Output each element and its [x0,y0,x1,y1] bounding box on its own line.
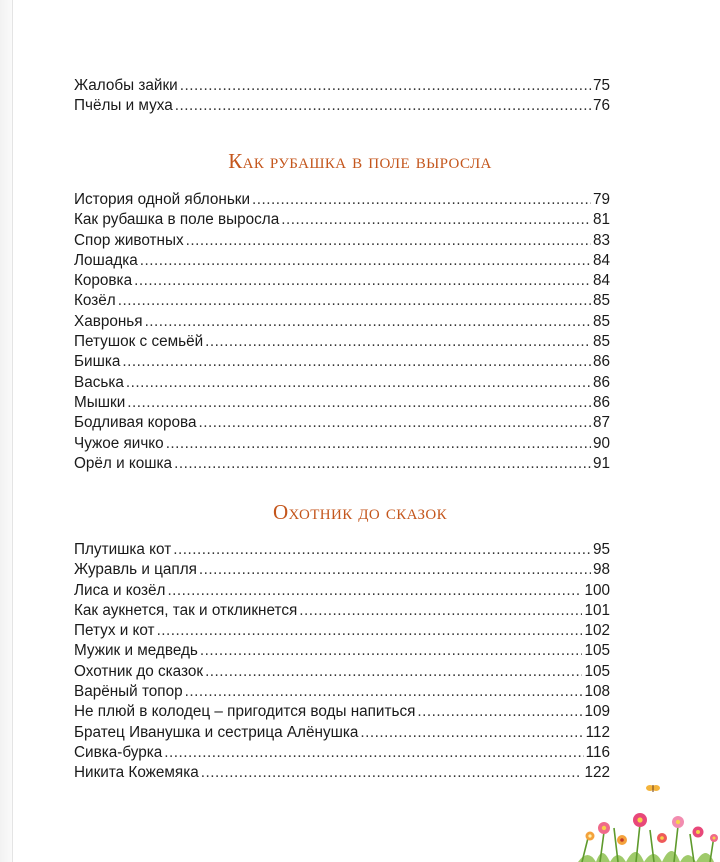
toc-entry-page-number: 105 [584,662,610,680]
toc-section-1 [74,76,610,117]
dot-leader [200,641,583,661]
dot-leader [299,601,582,621]
toc-entry[interactable] [74,332,610,352]
dot-leader [186,231,591,251]
book-spine-shadow [0,0,12,862]
toc-entry-page-number: 83 [592,231,610,249]
toc-entry-page-number: 87 [592,414,610,432]
dot-leader [201,763,583,783]
toc-entry-title: Васька [74,373,124,391]
toc-entry[interactable] [74,312,610,332]
toc-entry[interactable] [74,601,610,621]
dot-leader [198,413,591,433]
toc-entry-title: Чужое яичко [74,434,164,452]
toc-entry-title: Жалобы зайки [74,77,178,94]
toc-entry-title: Охотник до сказок [74,662,204,680]
toc-entry-title: Не плюй в колодец – пригодится воды напиться [74,703,416,721]
dot-leader [122,352,591,372]
toc-entry[interactable] [74,291,610,311]
toc-entry[interactable] [74,743,610,763]
toc-entry-page-number: 85 [592,312,610,330]
toc-entry-title: Петух и кот [74,622,155,640]
dot-leader [164,743,583,763]
toc-entry[interactable] [74,210,610,230]
toc-entry-title: Орёл и кошка [74,454,173,472]
section-heading-2: Как рубашка в поле выросла [228,149,492,173]
toc-entry[interactable] [74,641,610,661]
toc-entry-title: Козёл [74,292,116,310]
toc-entry[interactable] [74,682,610,702]
toc-entry-title: Хавронья [74,312,143,330]
toc-entry-page-number: 86 [592,393,610,411]
toc-entry[interactable] [74,702,610,722]
dot-leader [205,332,591,352]
toc-entry-title: Как аукнется, так и откликнется [74,601,298,619]
toc-entry-page-number: 86 [592,373,610,391]
toc-entry[interactable] [74,251,610,271]
toc-entry[interactable] [74,581,610,601]
toc-entry-title: Лиса и козёл [74,581,166,599]
toc-entry[interactable] [74,231,610,251]
toc-entry-title: Лошадка [74,251,138,269]
dot-leader [118,291,591,311]
toc-entry-title: Плутишка кот [74,541,172,558]
toc-entry[interactable] [74,621,610,641]
toc-entry[interactable] [74,373,610,393]
toc-entry-title: Журавль и цапля [74,561,197,579]
dot-leader [180,76,591,96]
toc-entry-title: Пчёлы и муха [74,97,173,115]
toc-entry[interactable] [74,393,610,413]
toc-entry-title: Никита Кожемяка [74,764,199,782]
toc-entry-page-number: 84 [592,251,610,269]
dot-leader [173,540,591,560]
toc-entry-page-number: 122 [584,764,610,782]
flowers-illustration [578,778,720,862]
toc-entry-page-number: 100 [584,581,610,599]
dot-leader [174,454,591,474]
toc-entry-page-number: 98 [592,561,610,579]
dot-leader [134,271,591,291]
toc-entry[interactable] [74,763,610,783]
toc-entry-title: Мужик и медведь [74,642,198,660]
toc-entry-title: История одной яблоньки [74,191,251,208]
toc-entry-page-number: 105 [584,642,610,660]
dot-leader [157,621,583,641]
dot-leader [199,560,591,580]
toc-entry-title: Петушок с семьёй [74,333,204,351]
toc-entry[interactable] [74,352,610,372]
toc-entry[interactable] [74,434,610,454]
toc-entry-page-number: 91 [592,454,610,472]
butterfly-icon [646,785,660,792]
toc-entry-title: Как рубашка в поле выросла [74,211,280,229]
toc-entry-title: Коровка [74,272,133,290]
toc-section-2 [74,190,610,474]
dot-leader [126,373,591,393]
dot-leader [252,190,591,210]
dot-leader [166,434,591,454]
toc-entry-page-number: 81 [592,211,610,229]
toc-entry-title: Бишка [74,353,121,371]
toc-entry[interactable] [74,560,610,580]
toc-entry[interactable] [74,76,610,96]
toc-entry-page-number: 85 [592,333,610,351]
toc-entry-page-number: 86 [592,353,610,371]
toc-entry-title: Сивка-бурка [74,743,163,761]
toc-entry-page-number: 90 [592,434,610,452]
toc-entry-title: Варёный топор [74,683,183,701]
dot-leader [175,96,591,116]
toc-entry-title: Спор животных [74,231,184,249]
toc-entry-page-number: 79 [592,191,610,208]
toc-entry[interactable] [74,723,610,743]
dot-leader [185,682,583,702]
toc-entry-page-number: 112 [585,723,610,741]
toc-entry[interactable] [74,540,610,560]
toc-entry[interactable] [74,662,610,682]
section-heading-3: Охотник до сказок [272,500,448,524]
dot-leader [167,581,582,601]
toc-entry-page-number: 84 [592,272,610,290]
toc-entry[interactable] [74,271,610,291]
toc-entry-page-number: 95 [592,541,610,558]
dot-leader [140,251,591,271]
toc-entry-page-number: 85 [592,292,610,310]
dot-leader [205,662,582,682]
toc-entry-title: Братец Иванушка и сестрица Алёнушка [74,723,359,741]
toc-entry[interactable] [74,454,610,474]
toc-entry-page-number: 102 [584,622,610,640]
dot-leader [145,312,591,332]
toc-entry-title: Мышки [74,393,126,411]
toc-entry[interactable] [74,413,610,433]
toc-entry-title: Бодливая корова [74,414,197,432]
toc-entry[interactable] [74,96,610,116]
toc-entry-page-number: 108 [584,683,610,701]
toc-entry-page-number: 116 [585,743,610,761]
dot-leader [127,393,591,413]
dot-leader [281,210,591,230]
toc-entry-page-number: 101 [584,601,610,619]
toc-entry[interactable] [74,190,610,210]
toc-entry-page-number: 76 [592,97,610,115]
toc-section-3 [74,540,610,784]
toc-entry-page-number: 75 [592,77,610,94]
toc-entry-page-number: 109 [584,703,610,721]
dot-leader [417,702,582,722]
dot-leader [360,723,583,743]
